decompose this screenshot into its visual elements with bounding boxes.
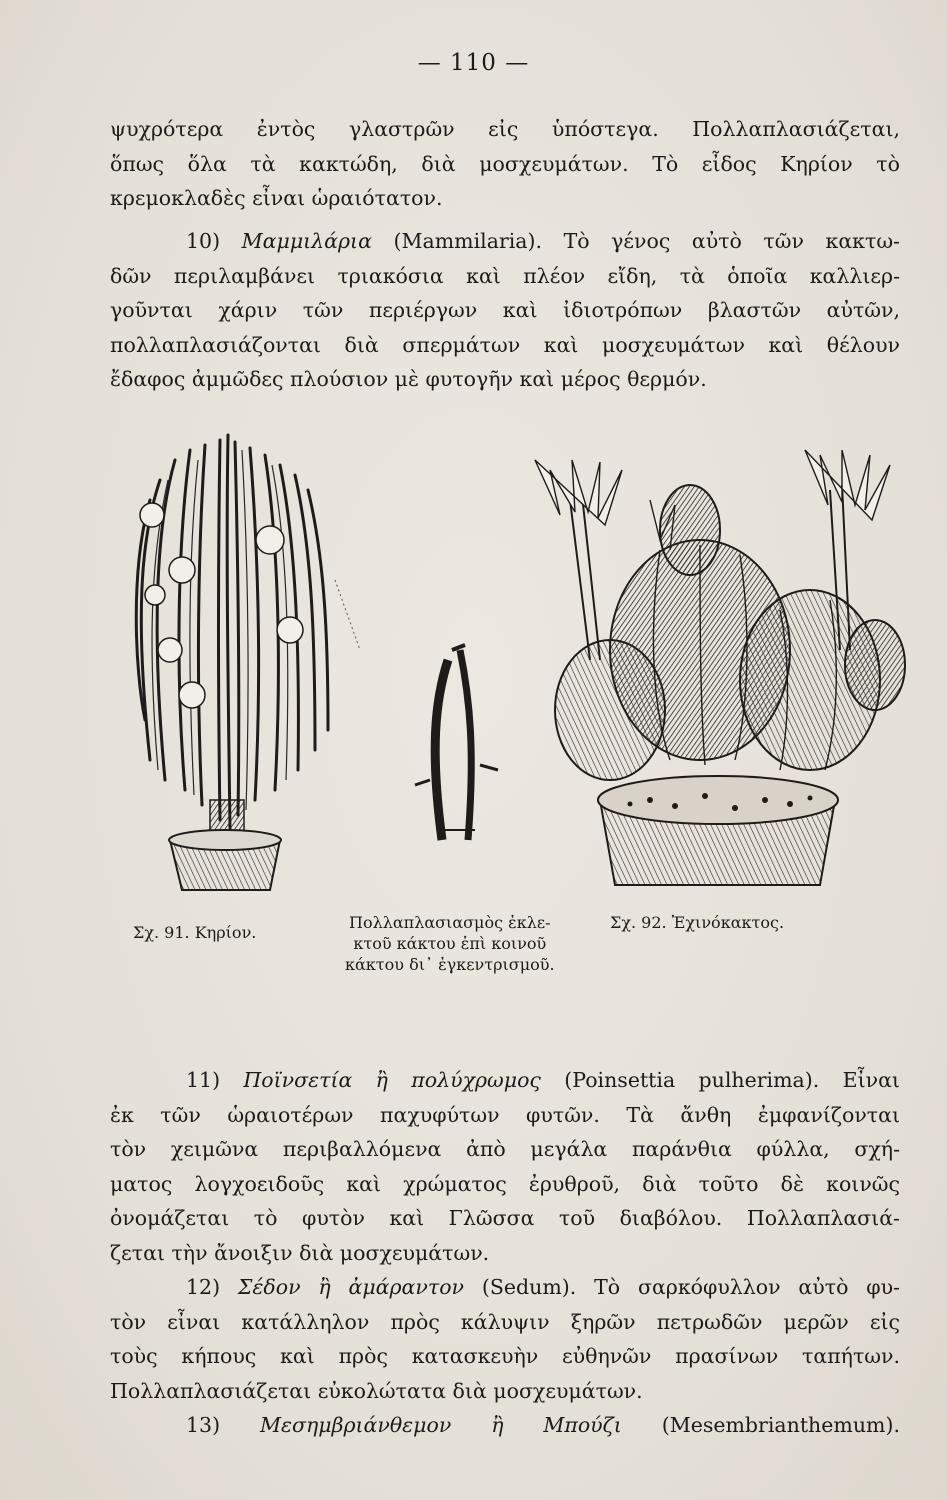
caption-line: κάκτου δι᾿ ἐγκεντρισμοῦ. [345,955,555,974]
caption-fig-91: Σχ. 91. Κηρίον. [133,923,257,942]
section-number: 12) [186,1275,221,1299]
latin-name: (Mammilaria). [393,229,543,253]
text-fragment: Εἶναι [842,1068,900,1092]
latin-name: (Mesembrianthemum). [661,1413,900,1437]
caption-fig-92: Σχ. 92. Ἐχινόκακτος. [610,913,785,932]
cactus-engravings [130,420,910,910]
text-line: ἔδαφος ἀμμῶδες πλούσιον μὲ φυτογῆν καὶ μέρος θερμόν. [110,367,707,391]
section-number: 13) [186,1413,221,1437]
text-line: τὸν εἶναι κατάλληλον πρὸς κάλυψιν ξηρῶν πετρωδῶν μερῶν εἰς [110,1309,900,1334]
grafting-illustration [335,580,498,840]
section-heading-line [110,1063,900,1098]
section-heading-line [110,1408,900,1443]
caption-line: Πολλαπλασιασμὸς ἐκλε- [349,913,551,932]
plant-name: Μεσημβριάνθεμον ἢ Μπούζι [260,1413,622,1437]
latin-name: (Sedum). [481,1275,577,1299]
text-line: ζεται τὴν ἄνοιξιν διὰ μοσχευμάτων. [110,1240,490,1265]
illustrations [130,420,910,910]
section-heading-line [110,224,900,259]
text-fragment: Τὸ σαρκόφυλλον αὐτὸ φυ- [594,1275,900,1299]
section-number: 11) [186,1068,221,1092]
section-number: 10) [186,229,221,253]
latin-name: (Poinsettia pulherima). [564,1068,820,1092]
intro-paragraph [110,112,900,216]
text-line: ἐκ τῶν ὡραιοτέρων παχυφύτων φυτῶν. Τὰ ἄνθη ἐμφανίζονται [110,1102,900,1127]
text-line: τοὺς κήπους καὶ πρὸς κατασκευὴν εὐθηνῶν πρασίνων ταπήτων. [110,1344,900,1368]
plant-name: Σέδον ἢ ἀμάραντον [237,1275,464,1299]
text-line: ὅπως ὅλα τὰ κακτώδη, διὰ μοσχευμάτων. Τὸ εἶδος Κηρίον τὸ [110,151,900,176]
text-line: κρεμοκλαδὲς εἶναι ὡραιότατον. [110,186,443,210]
section-heading-line [110,1270,900,1305]
caption-line: κτοῦ κάκτου ἐπὶ κοινοῦ [353,934,547,953]
text-line: τὸν χειμῶνα περιβαλλόμενα ἀπὸ μεγάλα παράνθια φύλλα, σχή- [110,1137,900,1161]
section-11-poinsettia [110,1063,900,1270]
plant-name: Μαμμιλάρια [241,229,372,253]
caption-grafting [345,912,555,975]
text-line: Πολλαπλασιάζεται εὐκολώτατα διὰ μοσχευμάτων. [110,1378,643,1403]
text-line: ὀνομάζεται τὸ φυτὸν καὶ Γλῶσσα τοῦ διαβόλου. Πολλαπλασιά- [110,1206,900,1230]
page-number: — 110 — [417,50,530,76]
text-line: ψυχρότερα ἐντὸς γλαστρῶν εἰς ὑπόστεγα. Πολλαπλασιάζεται, [110,117,900,141]
text-fragment: Τὸ γένος αὐτὸ τῶν κακτω- [563,229,900,253]
echinocactus-illustration [535,450,905,885]
section-13-mesembrianthemum [110,1408,900,1443]
text-line: πολλαπλασιάζονται διὰ σπερμάτων καὶ μοσχευμάτων καὶ θέλουν [110,332,900,357]
section-12-sedum [110,1270,900,1408]
plant-name: Ποϊνσετία ἢ πολύχρωμος [243,1068,541,1092]
text-line: δῶν περιλαμβάνει τριακόσια καὶ πλέον εἴδη, τὰ ὁποῖα καλλιερ- [110,263,900,288]
section-10-mammilaria [110,224,900,397]
text-line: γοῦνται χάριν τῶν περιέργων καὶ ἰδιοτρόπων βλαστῶν αὐτῶν, [110,298,900,322]
text-line: ματος λογχοειδοῦς καὶ χρώματος ἐρυθροῦ, διὰ τοῦτο δὲ κοινῶς [110,1171,900,1196]
cereus-illustration [136,435,328,890]
